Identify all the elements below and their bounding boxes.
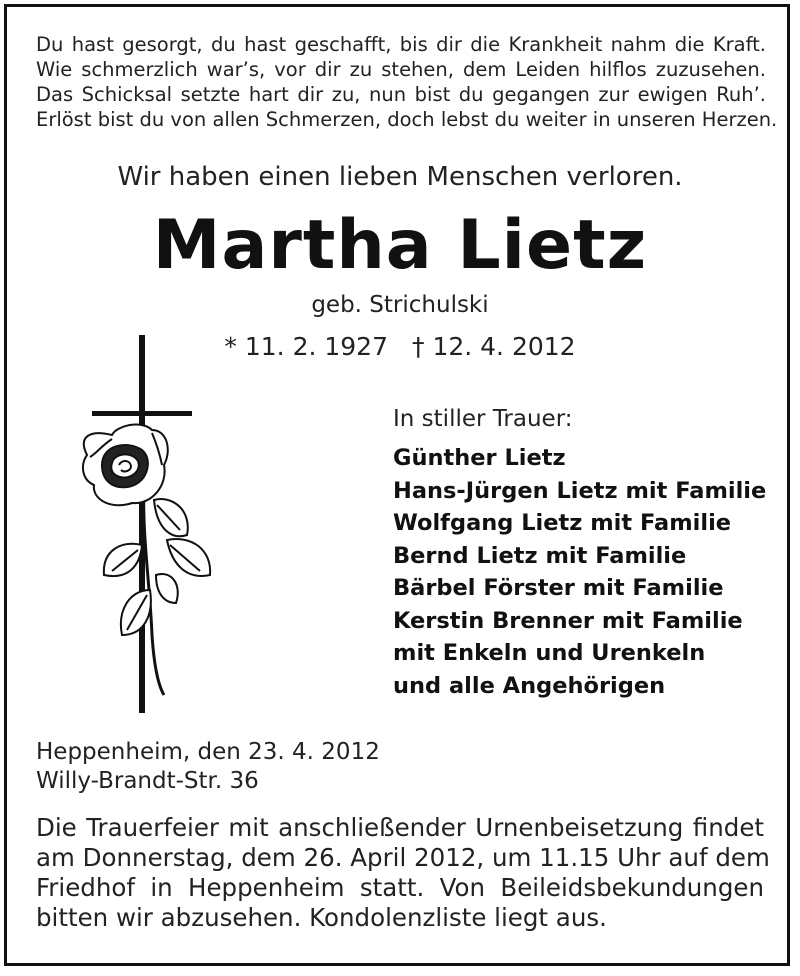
mourner-name: Bernd Lietz mit Familie	[393, 542, 687, 569]
cross-with-rose-icon	[72, 335, 222, 715]
deceased-name: Martha Lietz	[152, 206, 648, 285]
poem-line: Das Schicksal setzte hart dir zu, nun bist du gegangen zur ewigen Ruh’.	[36, 83, 766, 106]
mourner-name: Günther Lietz	[393, 445, 566, 471]
notice-line: Friedhof in Heppenheim statt. Von Beileidsbekundungen	[36, 873, 764, 902]
notice-line: am Donnerstag, dem 26. April 2012, um 11.15 Uhr auf dem	[36, 843, 770, 872]
funeral-notice	[36, 813, 770, 933]
mourner-name: und alle Angehörigen	[393, 672, 666, 699]
mourners-list	[393, 406, 783, 702]
mourner-name: Kerstin Brenner mit Familie	[393, 607, 743, 634]
mourner-name: Hans-Jürgen Lietz mit Familie	[393, 477, 767, 504]
address: Willy-Brandt-Str. 36	[36, 768, 259, 794]
poem-line: Wie schmerzlich war’s, vor dir zu stehen, dem Leiden hilflos zuzusehen.	[36, 58, 766, 81]
death-date: † 12. 4. 2012	[412, 332, 576, 361]
mourner-name: Bärbel Förster mit Familie	[393, 575, 724, 601]
mourners-heading: In stiller Trauer:	[393, 406, 573, 432]
poem	[36, 32, 778, 132]
mourner-name: Wolfgang Lietz mit Familie	[393, 510, 732, 536]
birth-date: * 11. 2. 1927	[224, 332, 388, 361]
intro-text: Wir haben einen lieben Menschen verloren.	[117, 162, 683, 192]
poem-line: Erlöst bist du von allen Schmerzen, doch lebst du weiter in unseren Herzen.	[36, 108, 778, 131]
mourner-name: mit Enkeln und Urenkeln	[393, 640, 706, 666]
notice-line: bitten wir abzusehen. Kondolenzliste liegt aus.	[36, 903, 607, 932]
notice-line: Die Trauerfeier mit anschließender Urnenbeisetzung findet	[36, 813, 764, 842]
poem-line: Du hast gesorgt, du hast geschafft, bis dir die Krankheit nahm die Kraft.	[36, 33, 766, 56]
birth-name: geb. Strichulski	[311, 292, 489, 318]
place-date: Heppenheim, den 23. 4. 2012	[36, 739, 380, 765]
place-block	[36, 738, 380, 796]
